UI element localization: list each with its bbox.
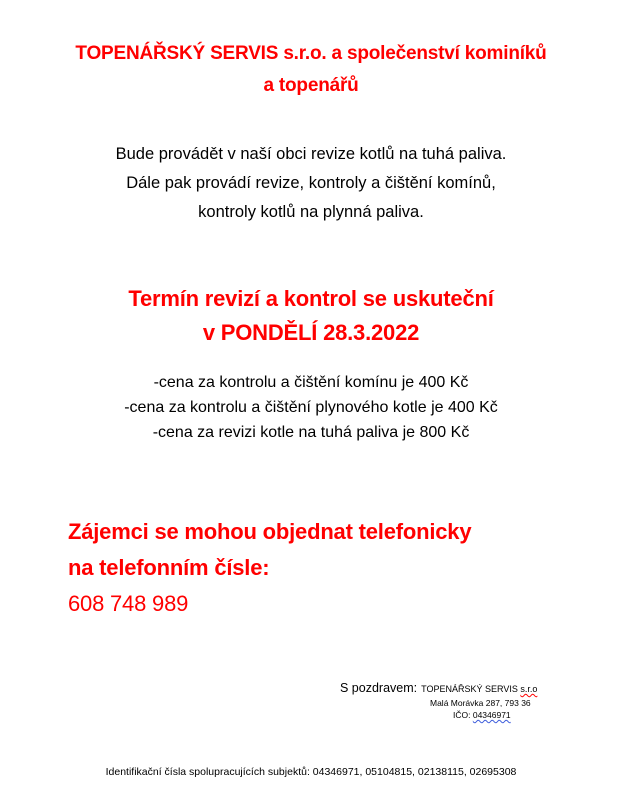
appointment-line2: v PONDĚLÍ 28.3.2022 [202, 320, 420, 345]
order-line1: Zájemci se mohou objednat telefonicky [68, 519, 472, 544]
order-phone-label: na telefonním čísle: [68, 555, 270, 580]
appointment-date-heading [0, 282, 622, 350]
intro-paragraph [0, 140, 622, 227]
company-name: TOPENÁŘSKÝ SERVIS [421, 684, 521, 694]
order-line2 [68, 550, 471, 622]
ico-label: IČO: [453, 710, 473, 720]
signature-greeting [340, 681, 537, 695]
intro-line3: kontroly kotlů na plynná paliva. [198, 203, 424, 221]
signature-ico [453, 710, 511, 720]
price-list [0, 370, 622, 445]
intro-line2: Dále pak provádí revize, kontroly a čištění komínů, [126, 174, 496, 192]
greeting-text: S pozdravem: [340, 681, 418, 695]
appointment-line1: Termín revizí a kontrol se uskuteční [128, 286, 494, 311]
notice-title [0, 38, 622, 102]
notice-title-line2: a topenářů [263, 75, 359, 96]
notice-title-line1: TOPENÁŘSKÝ SERVIS s.r.o. a společenství kominíků [75, 43, 547, 64]
signature-address: Malá Morávka 287, 793 36 [430, 698, 531, 708]
price-item: -cena za kontrolu a čištění komínu je 400 Kč [153, 374, 469, 391]
intro-line1: Bude provádět v naší obci revize kotlů na tuhá paliva. [115, 145, 507, 163]
footer-ids: Identifikační čísla spolupracujících subjektů: 04346971, 05104815, 02138115, 02695308 [105, 766, 517, 778]
price-item: -cena za revizi kotle na tuhá paliva je 800 Kč [152, 424, 470, 441]
company-suffix: s.r.o [520, 684, 538, 694]
order-callout [68, 514, 471, 622]
ico-value: 04346971 [472, 710, 511, 720]
phone-number: 608 748 989 [68, 591, 189, 616]
price-item: -cena za kontrolu a čištění plynového kotle je 400 Kč [124, 399, 498, 416]
signature-company [421, 684, 537, 694]
